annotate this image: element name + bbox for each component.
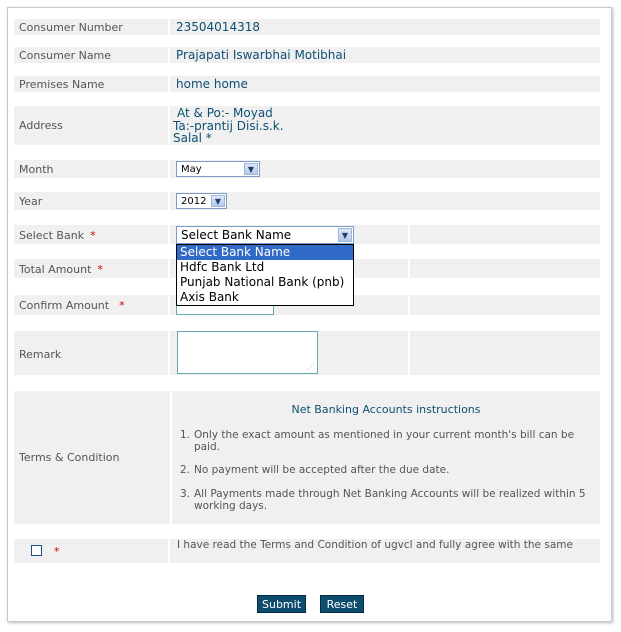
premises-name-label: Premises Name (19, 78, 105, 91)
year-select[interactable] (176, 193, 227, 209)
row-terms (14, 391, 600, 524)
submit-button[interactable]: Submit (257, 595, 306, 613)
required-marker: * (54, 545, 60, 558)
bank-dropdown-list (176, 244, 354, 306)
resize-grip-icon[interactable]: ⋰ (307, 362, 315, 371)
month-select[interactable] (176, 161, 260, 177)
required-marker: * (97, 263, 103, 276)
agree-checkbox[interactable] (31, 545, 42, 556)
premises-name-value: home home (176, 77, 248, 91)
chevron-down-icon: ▼ (244, 163, 258, 175)
row-month (14, 160, 600, 178)
bank-option[interactable]: Select Bank Name (177, 245, 353, 260)
required-marker: * (90, 229, 96, 242)
agree-text: I have read the Terms and Condition of ugvcl and fully agree with the same (177, 539, 573, 551)
bank-select[interactable] (176, 226, 354, 244)
address-line-3: Salal * (173, 131, 212, 145)
confirm-amount-label: Confirm Amount * (19, 299, 125, 312)
consumer-number-label: Consumer Number (19, 21, 123, 34)
year-label: Year (19, 195, 43, 208)
row-consumer-number (14, 19, 600, 35)
total-amount-label: Total Amount * (19, 263, 103, 276)
row-year (14, 192, 600, 210)
consumer-name-value: Prajapati Iswarbhai Motibhai (176, 48, 347, 62)
month-label: Month (19, 163, 54, 176)
bank-option[interactable]: Punjab National Bank (pnb) (180, 275, 345, 289)
terms-title: Net Banking Accounts instructions (291, 403, 481, 416)
month-select-value: May (181, 164, 202, 175)
remark-textarea[interactable] (177, 331, 318, 374)
chevron-down-icon: ▼ (338, 228, 352, 242)
address-label: Address (19, 119, 63, 132)
row-consumer-name (14, 47, 600, 63)
terms-box: Net Banking Accounts instructions 1. Only the exact amount as mentioned in your current month's bill can be paid. 2. No payment will be accepted after the due date. 3. All Payments made through Net Banking Accounts will be realized within 5 working days. (172, 391, 600, 524)
consumer-number-value: 23504014318 (176, 20, 260, 34)
remark-label: Remark (19, 348, 62, 361)
address-line-1: At & Po:- Moyad (177, 106, 273, 120)
terms-label: Terms & Condition (19, 451, 120, 464)
select-bank-label: Select Bank * (19, 229, 96, 242)
required-marker: * (119, 299, 125, 312)
consumer-name-label: Consumer Name (19, 49, 112, 62)
year-select-value: 2012 (181, 196, 207, 207)
row-premises-name (14, 76, 600, 92)
bank-option[interactable]: Axis Bank (180, 290, 239, 304)
chevron-down-icon: ▼ (211, 195, 225, 207)
reset-button[interactable]: Reset (320, 595, 364, 613)
address-line-2: Ta:-prantij Disi.s.k. (173, 119, 284, 133)
bank-select-value: Select Bank Name (181, 228, 292, 242)
bank-option[interactable]: Hdfc Bank Ltd (180, 260, 265, 274)
row-address (14, 106, 600, 145)
row-agree (14, 539, 600, 563)
